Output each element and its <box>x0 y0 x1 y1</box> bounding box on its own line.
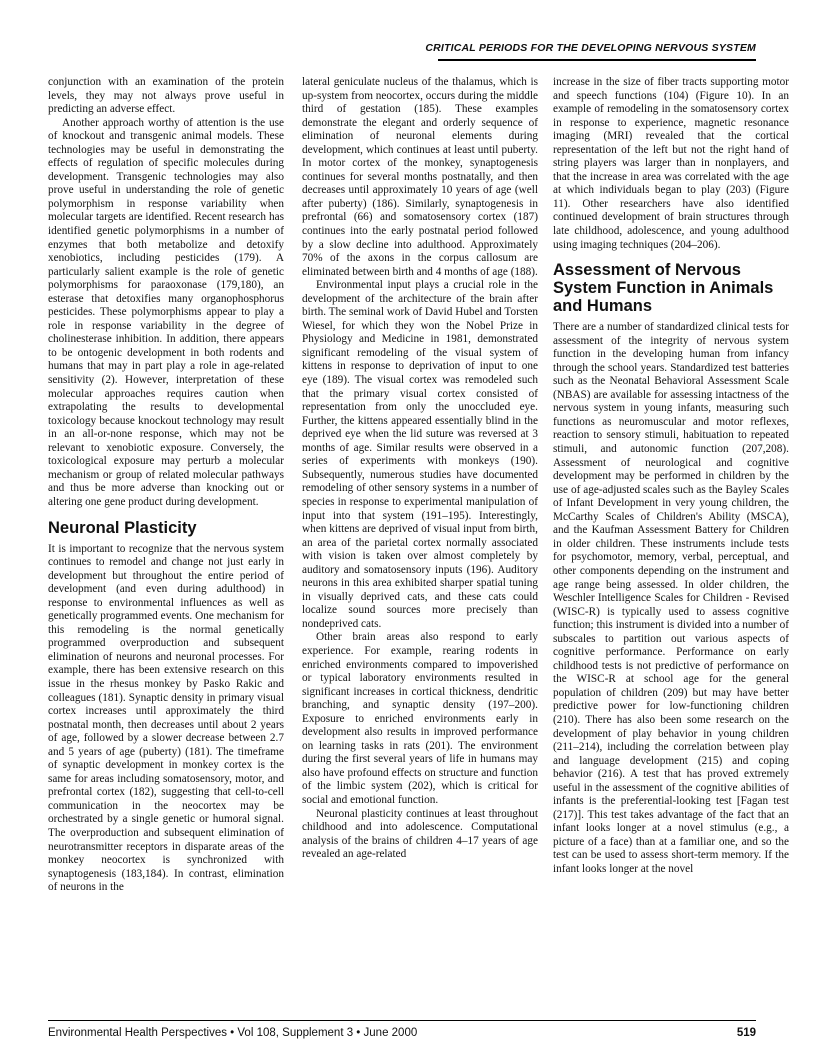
paragraph: It is important to recognize that the nervous system continues to remodel and change not just early in development but throughout the entire period of development (and even during adulthood) in response to environmental influences as well as genetically programmed events. One mechanism for this remodeling is the normal genetically programmed overproduction and subsequent elimination of neurons and neuronal processes. For example, there has been extensive research on this issue in the rhesus monkey by Pasko Rakic and colleagues (181). Synaptic density in primary visual cortex increases until approximately the third postnatal month, then decreases until about 2 years of age, followed by a slower decrease between 2.7 and 5 years of age (puberty) (181). The timeframe of synaptic development in monkey cortex is the same for areas including somatosensory, motor, and prefrontal cortex (182), suggesting that cell-to-cell communication in the neocortex may be orchestrated by a single genetic or humoral signal. The overproduction and subsequent elimination of neurotransmitter receptors in disparate areas of the monkey neocortex is synchronized with synaptogenesis (183,184). In contrast, elimination of neurons in the <box>48 542 284 894</box>
section-heading-neuronal-plasticity: Neuronal Plasticity <box>48 518 197 537</box>
header-rule <box>438 59 756 61</box>
paragraph: lateral geniculate nucleus of the thalamus, which is up-system from neocortex, occurs during the middle third of gestation (185). These examples demonstrate the elegant and orderly sequence of elimination of neuronal elements during development, which continues at least until puberty. In motor cortex of the monkey, synaptogenesis continues for several months postnatally, and then decreases until approximately 10 years of age (well after puberty) (186). Similarly, synaptogenesis in prefrontal (66) and somatosensory cortex (187) continues into the early postnatal period followed by a slow decline into adulthood. Approximately 70% of the axons in the corpus callosum are eliminated between birth and 4 months of age (188). <box>302 76 538 278</box>
paragraph: increase in the size of fiber tracts supporting motor and speech functions (104) (Figure 10). In an example of remodeling in the somatosensory cortex in response to experience, magnetic resonance imaging (MRI) revealed that the cortical representation of the left but not the right hand of string players was larger than in nonplayers, and that the increase in area was correlated with the age at which individuals began to play (203) (Figure 11). Other researchers have also identified continued development of brain structures through late childhood, adolescence, and young adulthood using imaging techniques (204–206). <box>553 76 789 251</box>
column-3 <box>553 76 789 877</box>
running-head: CRITICAL PERIODS FOR THE DEVELOPING NERVOUS SYSTEM <box>425 42 756 54</box>
paragraph: Other brain areas also respond to early experience. For example, rearing rodents in enriched environments compared to impoverished or typical laboratory environments resulted in significant increases in cortical thickness, dendritic branching, and synaptic density (197–200). Exposure to enriched environments early in development also results in improved performance on learning tasks in rats (201). The environment during the first several years of life in humans may also have profound effects on structure and function of the limbic system (202), which is critical for social and emotional function. <box>302 631 538 806</box>
section-heading-assessment: Assessment of Nervous System Function in Animals and Humans <box>553 261 774 316</box>
paragraph: Environmental input plays a crucial role in the development of the architecture of the brain after birth. The seminal work of David Hubel and Torsten Wiesel, for which they won the Nobel Prize in Physiology and Medicine in 1981, demonstrated significant remodeling of the visual system of kittens in response to deprivation of input to one eye (189). The visual cortex was remodeled such that the primary visual cortex consisted of representation from only the unoccluded eye. Further, the kittens appeared essentially blind in the deprived eye when the lid suture was reversed at 3 months of age. Similar results were observed in a series of experiments with monkeys (190). Subsequently, numerous studies have documented remodeling of other sensory systems in a number of species in response to experimental manipulation of input into that system (191–195). Interestingly, when kittens are deprived of visual input from birth, an area of the parietal cortex normally associated with vision is taken over almost completely by auditory and somatosensory inputs (196). Auditory neurons in this area exhibited sharper spatial tuning in visually deprived cats, and these cats could localize sound sources more precisely than nondeprived cats. <box>302 279 538 630</box>
column-2 <box>302 76 538 862</box>
paragraph: Another approach worthy of attention is the use of knockout and transgenic animal models. These technologies may be useful in demonstrating the effects of regulation of specific molecules during development. Transgenic technologies may also prove useful in understanding the role of genetic polymorphism in response variability when molecular targets are identified. Recent research has identified genetic polymorphisms in a number of enzymes that both metabolize and detoxify xenobiotics, including pesticides (179). A particularly salient example is the role of genetic polymorphisms for paraoxonase (179,180), an esterase that detoxifies many organophosphorus pesticides. These polymorphisms appear to play a role in response variability in the degree of cholinesterase inhibition. In addition, there appears to be ontogenic development in both rodents and humans that may in part play a role in age-related sensitivity (2). However, interpretation of these molecular approaches requires caution when extrapolating the results to developmental toxicology because knockout technology may result in an all-or-none response, which may not be relevant to xenobiotic exposure. Conversely, the toxicological exposure may perturb a molecular mechanism or group of related molecular pathways and thus be more adverse than knocking out or altering one gene product during development. <box>48 116 284 508</box>
paragraph: Neuronal plasticity continues at least throughout childhood and into adolescence. Computational analysis of the brains of children 4–17 years of age revealed an age-related <box>302 807 538 861</box>
paragraph: There are a number of standardized clinical tests for assessment of the integrity of nervous system function in the developing human from infancy through the school years. Standardized test batteries such as the Neonatal Behavioral Assessment Scale (NBAS) are available for assessing intactness of the nervous system in young infants, measuring such functions as neuromuscular and motor reflexes, reaction to sensory stimuli, habituation to repeated stimuli, and autonomic function (207,208). Assessment of neurological and cognitive development may be performed in children by the use of age-adjusted scales such as the Bayley Scales of Infant Development in very young children, the McCarthy Scales of Children's Ability (MSCA), and the Kaufman Assessment Battery for Children in older children. These instruments include tests for psychomotor, memory, verbal, perceptual, and other components depending on the instrument and age range being assessed. In older children, the Weschler Intelligence Scales for Children - Revised (WISC-R) is typically used to assess cognitive function; this instrument is divided into a number of subscales to partition out various aspects of cognitive performance. Performance on early childhood tests is not predictive of performance on the WISC-R at school age for the general population of children (209) but may have better predictive power for low-functioning children (210). There has also been some research on the development of play behavior in young children (211–214), including the correlation between play and language development (215) and coping behavior (216). A test that has proved extremely useful in the assessment of the cognitive abilities of infants is the preferential-looking test [Fagan test (217)]. This test takes advantage of the fact that an infant looks longer at a novel stimulus (e.g., a picture of a face) than at a familiar one, and so the test can be used to assess short-term memory. If the infant looks longer at the novel <box>553 321 789 875</box>
paragraph: conjunction with an examination of the protein levels, they may not always prove useful in predicting an adverse effect. <box>48 76 284 116</box>
footer-rule <box>48 1020 756 1021</box>
page-number: 519 <box>736 1027 756 1039</box>
column-1 <box>48 76 284 895</box>
footer-citation: Environmental Health Perspectives • Vol 108, Supplement 3 • June 2000 <box>48 1027 418 1039</box>
